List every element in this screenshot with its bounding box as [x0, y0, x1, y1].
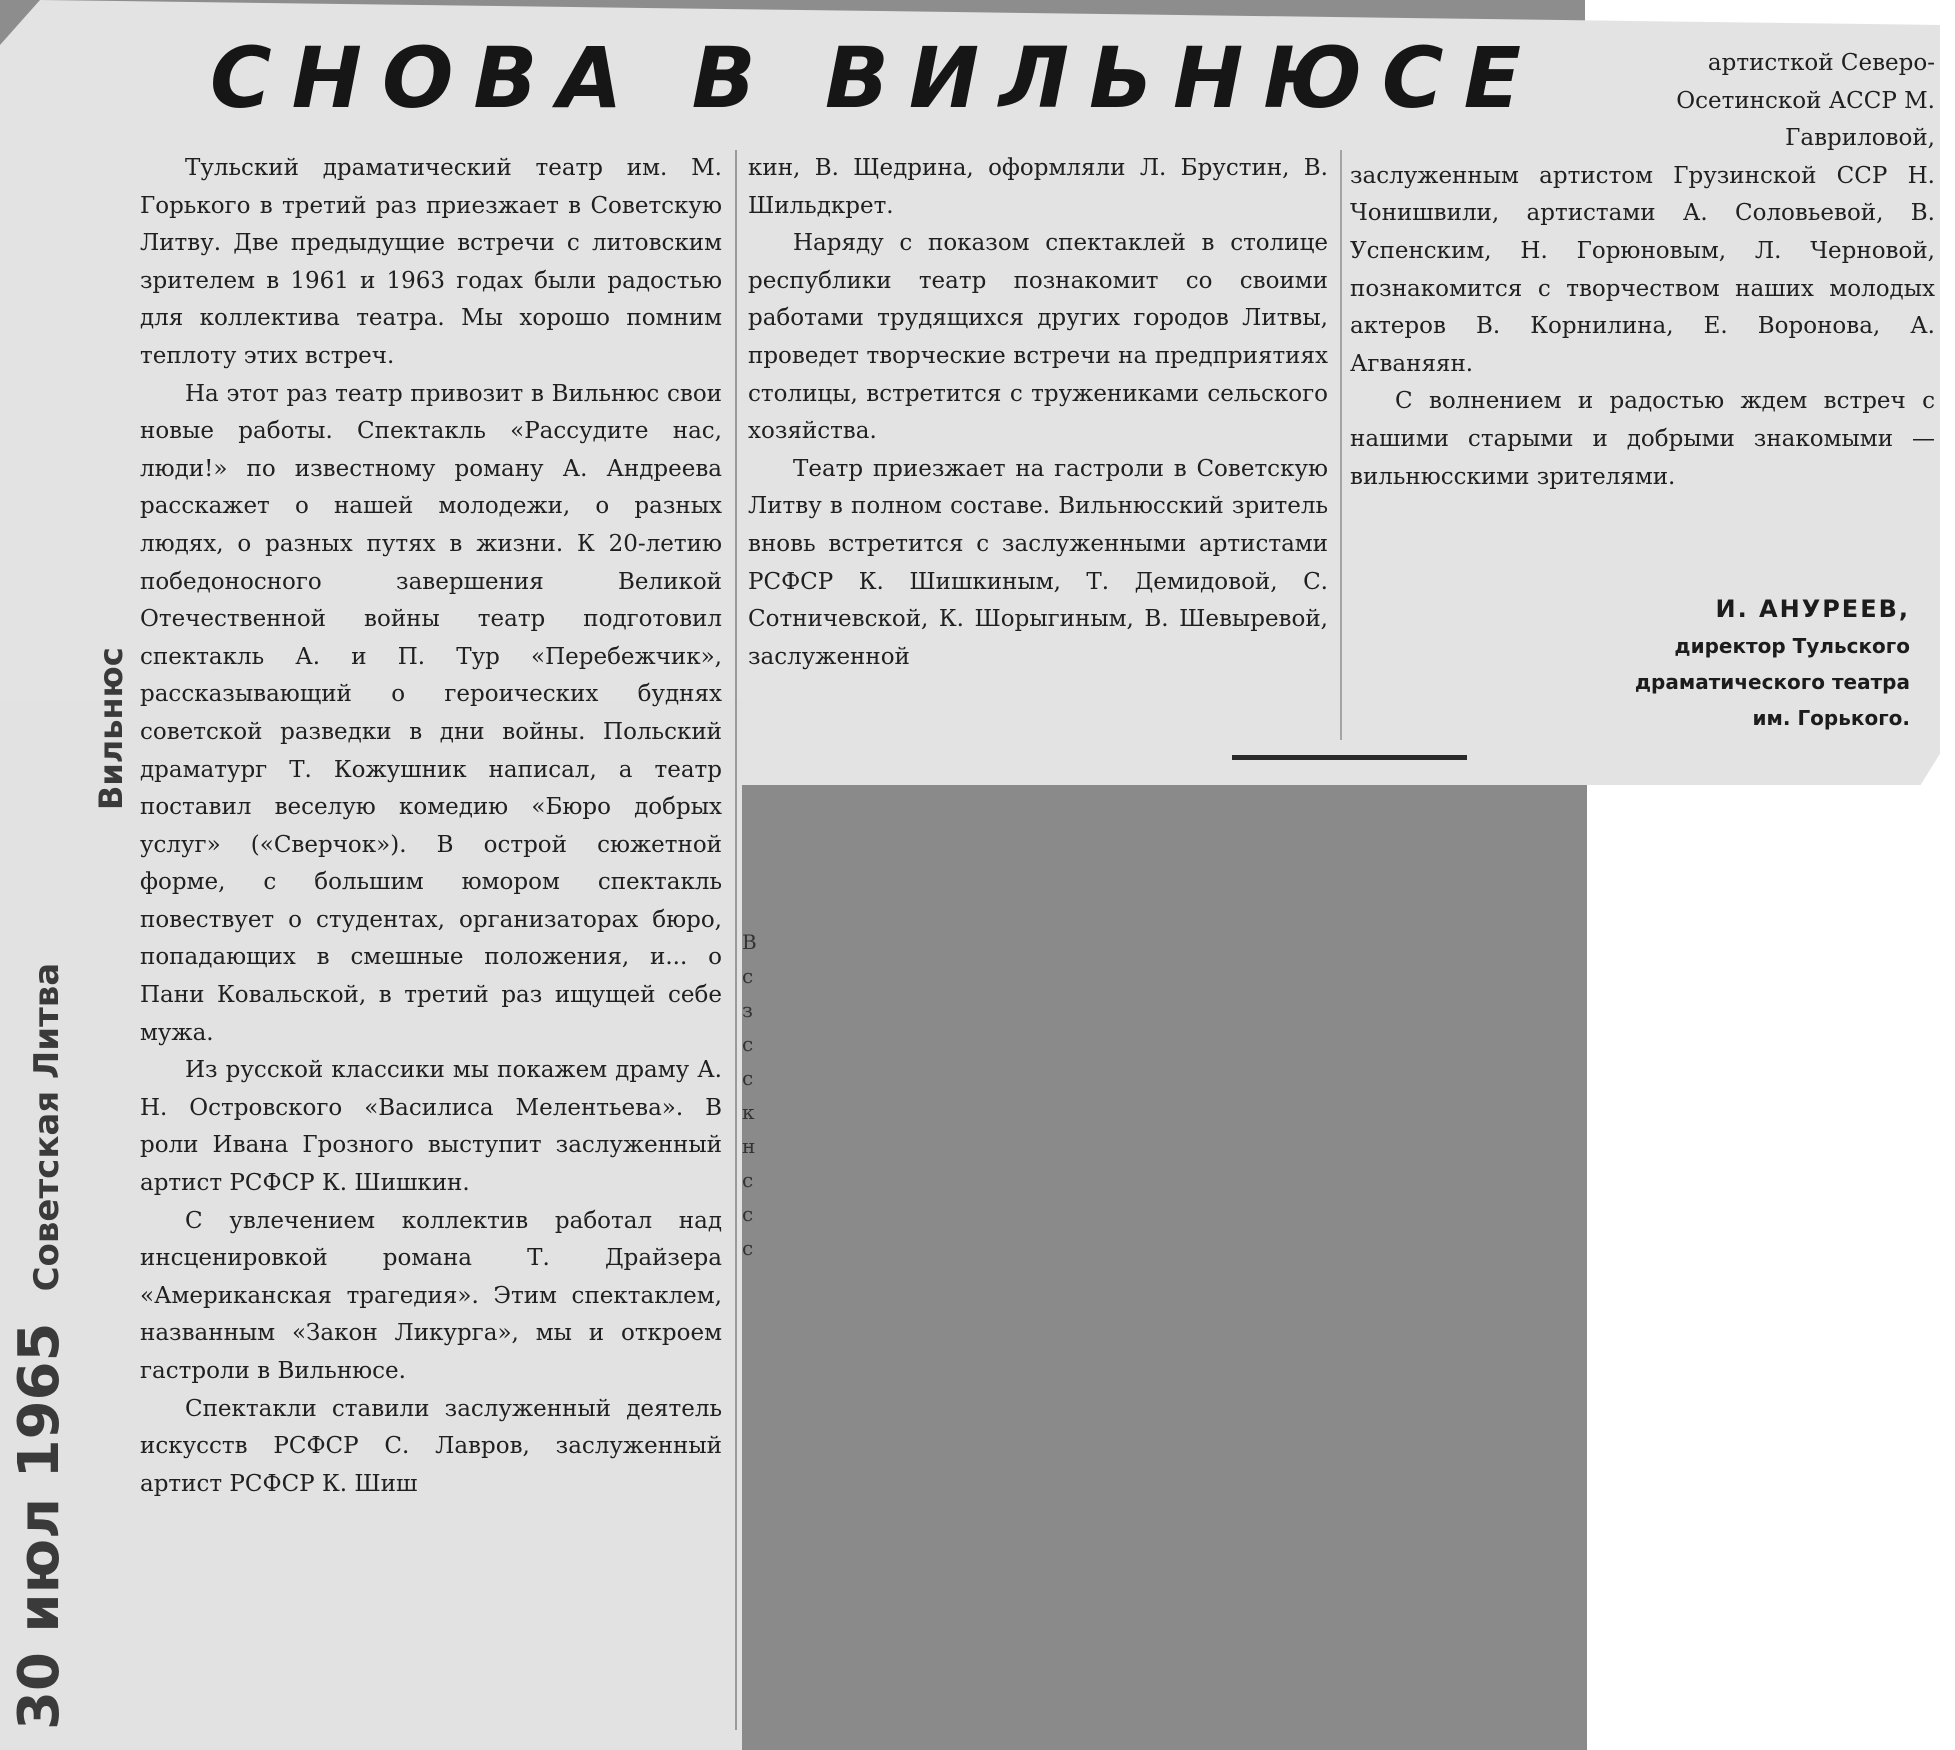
- paragraph-continuation: артисткой Северо-Осетинской АССР М. Гавриловой,: [1676, 50, 1935, 152]
- paragraph: Из русской классики мы покажем драму А. Н. Островского «Василиса Мелентьева». В роли Ивана Грозного выступит заслуженный артист РСФСР К. Шишкин.: [140, 1057, 722, 1197]
- column-divider-2: [1340, 150, 1342, 740]
- paragraph: Тульский драматический театр им. М. Горького в третий раз приезжает в Советскую Литву. Две предыдущие встречи с литовским зрителем в 1961 и 1963 годах были радостью для коллектива театра. Мы хорошо помним теплоту этих встреч.: [140, 155, 722, 369]
- article-column-2: [748, 150, 1328, 676]
- end-of-article-rule: [1232, 755, 1467, 760]
- background-white-strip: [1590, 0, 1955, 20]
- paragraph: кин, В. Щедрина, оформляли Л. Брустин, В. Шильдкрет.: [748, 155, 1328, 219]
- author-name: И. АНУРЕЕВ,: [1715, 595, 1910, 623]
- gray-background-area: [742, 785, 1587, 1750]
- article-column-1: [140, 150, 722, 1503]
- author-signature: [1400, 590, 1910, 736]
- stamp-city: Вильнюс: [92, 647, 130, 810]
- paragraph: Спектакли ставили заслуженный деятель искусств РСФСР С. Лавров, заслуженный артист РСФСР К. Шиш: [140, 1395, 722, 1497]
- article-column-3: [1350, 45, 1935, 496]
- paragraph: Наряду с показом спектаклей в столице республики театр познакомит со своими работами трудящихся других городов Литвы, проведет творческие встречи на предприятиях столицы, встретится с тружениками сельского хозяйства.: [748, 230, 1328, 445]
- column-divider-1: [735, 150, 737, 1730]
- author-title: им. Горького.: [1752, 706, 1910, 730]
- article-headline: СНОВА В ВИЛЬНЮСЕ: [210, 29, 1541, 127]
- paragraph: С волнением и радостью ждем встреч с нашими старыми и добрыми знакомыми — вильнюсскими зрителями.: [1350, 388, 1935, 490]
- neighbor-article-fragment: В с з с с к н с с с: [742, 930, 757, 1260]
- paragraph: заслуженным артистом Грузинской ССР Н. Чонишвили, артистами А. Соловьевой, В. Успенским, Н. Горюновым, Л. Черновой, познакомится с творчеством наших молодых актеров В. Корнилина, Е. Воронова, А. Агваняян.: [1350, 162, 1935, 377]
- paragraph: На этот раз театр привозит в Вильнюс свои новые работы. Спектакль «Рассудите нас, люди!» по известному роману А. Андреева расскажет о нашей молодежи, о разных людях, о разных путях в жизни. К 20-летию победоносного завершения Великой Отечественной войны театр подготовил спектакль А. и П. Тур «Перебежчик», рассказывающий о героических буднях советской разведки в дни войны. Польский драматург Т. Кожушник написал, а театр поставил веселую комедию «Бюро добрых услуг» («Сверчок»). В острой сюжетной форме, с большим юмором спектакль повествует о студентах, организаторах бюро, попадающих в смешные положения, и... о Пани Ковальской, в третий раз ищущей себе мужа.: [140, 380, 722, 1046]
- author-title: драматического театра: [1634, 670, 1910, 694]
- archive-stamp: [7, 962, 72, 1730]
- stamp-newspaper: Советская Литва: [27, 962, 67, 1292]
- paragraph: С увлечением коллектив работал над инсценировкой романа Т. Драйзера «Американская трагедия». Этим спектаклем, названным «Закон Ликурга», мы и откроем гастроли в Вильнюсе.: [140, 1207, 722, 1384]
- stamp-date: 30 июл 1965: [7, 1322, 72, 1730]
- author-title: директор Тульского: [1674, 634, 1910, 658]
- paragraph: Театр приезжает на гастроли в Советскую Литву в полном составе. Вильнюсский зритель вновь встретится с заслуженными артистами РСФСР К. Шишкиным, Т. Демидовой, С. Сотничевской, К. Шорыгиным, В. Шевыревой, заслуженной: [748, 455, 1328, 670]
